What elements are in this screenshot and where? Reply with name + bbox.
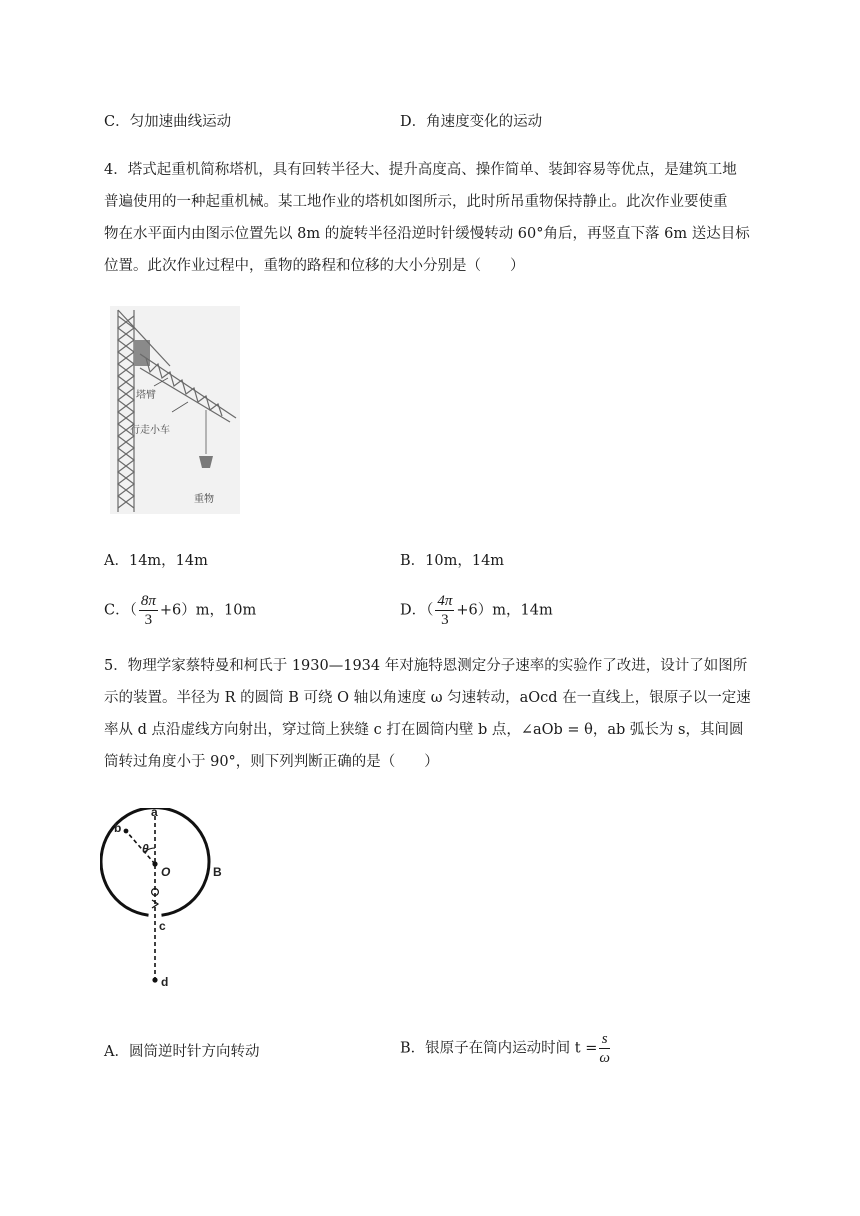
label-o: O bbox=[161, 865, 171, 879]
label-cylinder-b: B bbox=[213, 865, 222, 879]
q4-stem-line: 普遍使用的一种起重机械。某工地作业的塔机如图所示，此时所吊重物保持静止。此次作业要使重 bbox=[104, 194, 728, 210]
q4-option-c bbox=[104, 592, 256, 629]
crane-label-trolley: 行走小车 bbox=[130, 425, 170, 436]
q5-stem-line: 5．物理学家蔡特曼和柯氏于 1930—1934 年对施特恩测定分子速率的实验作了改进，设计了如图所 bbox=[104, 658, 748, 674]
cylinder-figure bbox=[100, 808, 230, 988]
q4-option-c-suffix: +6）m，10m bbox=[159, 602, 257, 619]
q4-option-d bbox=[400, 592, 553, 629]
fraction bbox=[139, 592, 158, 629]
q3-option-c: C．匀加速曲线运动 bbox=[104, 114, 232, 130]
q4-option-a: A．14m，14m bbox=[104, 553, 208, 569]
q4-stem-line: 物在水平面内由图示位置先以 8m 的旋转半径沿逆时针缓慢转动 60°角后，再竖直下落 6m 送达目标 bbox=[104, 226, 750, 242]
fraction-numerator: s bbox=[601, 1031, 608, 1047]
fraction-numerator: 8π bbox=[140, 593, 156, 609]
q4-stem-line: 位置。此次作业过程中，重物的路程和位移的大小分别是（ ） bbox=[104, 258, 525, 274]
label-a: a bbox=[151, 808, 158, 819]
crane-label-boom: 塔臂 bbox=[136, 390, 156, 401]
label-d: d bbox=[161, 975, 169, 988]
q4-stem bbox=[104, 154, 764, 282]
q5-option-b-prefix: B．银原子在筒内运动时间 t = bbox=[400, 1040, 598, 1057]
fraction-numerator: 4π bbox=[437, 593, 453, 609]
q5-stem-line: 示的装置。半径为 R 的圆筒 B 可绕 O 轴以角速度 ω 匀速转动，aOcd 在一直线上，银原子以一定速 bbox=[104, 690, 751, 706]
q3-option-d: D．角速度变化的运动 bbox=[400, 114, 543, 130]
fraction bbox=[435, 592, 454, 629]
point-o bbox=[152, 861, 157, 866]
q5-stem-line: 筒转过角度小于 90°，则下列判断正确的是（ ） bbox=[104, 754, 439, 770]
point-d bbox=[152, 977, 157, 982]
q4-stem-line: 4．塔式起重机简称塔机，具有回转半径大、提升高度高、操作简单、装卸容易等优点，是建筑工地 bbox=[104, 162, 737, 178]
radius-ob bbox=[126, 831, 155, 864]
q4-option-d-suffix: +6）m，14m bbox=[456, 602, 553, 619]
crane-figure bbox=[110, 306, 240, 514]
label-c: c bbox=[159, 919, 166, 933]
crane-label-load: 重物 bbox=[194, 494, 214, 505]
label-b: b bbox=[114, 821, 122, 835]
q5-option-a: A．圆筒逆时针方向转动 bbox=[104, 1044, 260, 1060]
q5-option-b bbox=[400, 1030, 612, 1067]
q4-option-d-prefix: D．（ bbox=[400, 602, 434, 619]
fraction bbox=[599, 1030, 610, 1067]
fraction-denominator: 3 bbox=[144, 612, 153, 628]
q5-stem bbox=[104, 650, 764, 778]
q5-stem-line: 率从 d 点沿虚线方向射出，穿过筒上狭缝 c 打在圆筒内壁 b 点，∠aOb = θ，ab 弧长为 s，其间圆 bbox=[104, 722, 744, 738]
fraction-denominator: 3 bbox=[441, 612, 449, 628]
q4-option-b: B．10m，14m bbox=[400, 553, 505, 569]
label-theta: θ bbox=[142, 842, 149, 856]
fraction-denominator: ω bbox=[599, 1050, 610, 1066]
point-b bbox=[124, 829, 129, 834]
q4-option-c-prefix: C．（ bbox=[104, 602, 137, 619]
